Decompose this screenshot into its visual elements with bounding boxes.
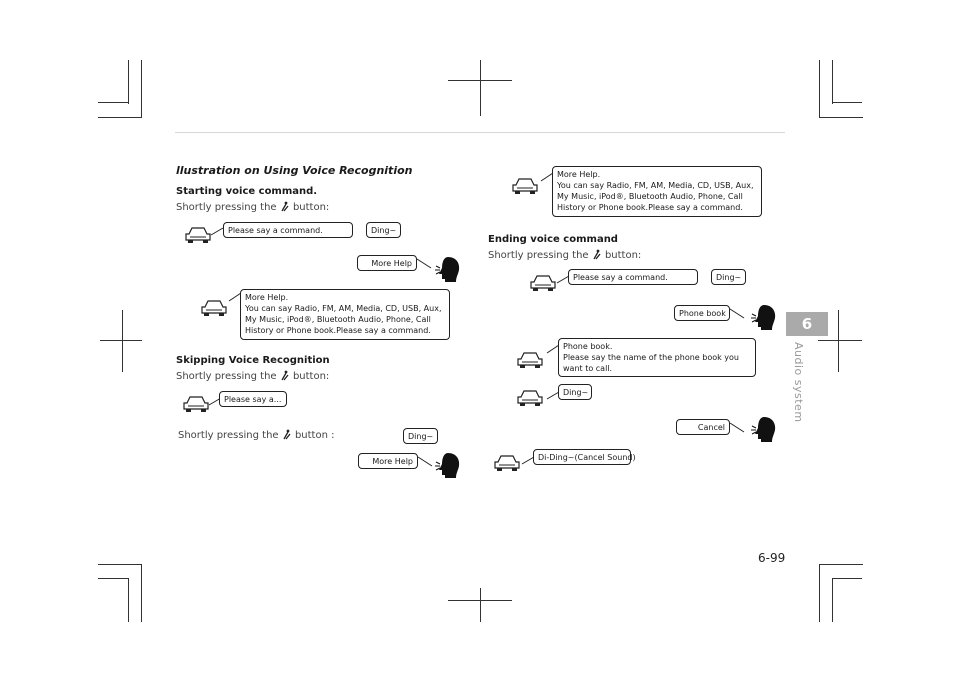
- ding-bubble: Ding~: [366, 222, 401, 238]
- voice-button-icon: [280, 370, 290, 381]
- speaker-head-icon: [750, 414, 778, 444]
- cancel-sound-bubble: Di-Ding~(Cancel Sound): [533, 449, 631, 465]
- chapter-label: Audio system: [792, 342, 805, 423]
- car-icon: [516, 350, 544, 370]
- help-response-bubble: More Help. You can say Radio, FM, AM, Media, CD, USB, Aux, My Music, iPod®, Bluetooth Audio, Phone, Call History or Phone book.Please say a command.: [240, 289, 450, 340]
- car-icon: [529, 273, 557, 293]
- prompt-bubble: Please say a command.: [568, 269, 698, 285]
- speaker-head-icon: [434, 254, 462, 284]
- speech-tail: [729, 308, 745, 320]
- chapter-tab: 6: [786, 312, 828, 336]
- car-icon: [493, 453, 521, 473]
- speaker-head-icon: [750, 302, 778, 332]
- ding-bubble: Ding~: [711, 269, 746, 285]
- voice-button-icon: [280, 201, 290, 212]
- section-heading-starting: Starting voice command.: [176, 186, 318, 197]
- car-icon: [511, 176, 539, 196]
- user-more-help-bubble: More Help: [358, 453, 418, 469]
- speech-tail: [729, 422, 745, 434]
- section-heading-skipping: Skipping Voice Recognition: [176, 355, 330, 366]
- prompt-bubble: Please say a...: [219, 391, 287, 407]
- user-phone-book-bubble: Phone book: [674, 305, 730, 321]
- section-heading-ending: Ending voice command: [488, 234, 618, 245]
- ding-bubble: Ding~: [403, 428, 438, 444]
- car-icon: [182, 394, 210, 414]
- header-rule: [175, 132, 785, 133]
- user-more-help-bubble: More Help: [357, 255, 417, 271]
- user-cancel-bubble: Cancel: [676, 419, 730, 435]
- page-title: llustration on Using Voice Recognition: [176, 164, 413, 177]
- car-icon: [516, 388, 544, 408]
- speech-tail: [416, 258, 432, 270]
- car-icon: [184, 225, 212, 245]
- voice-button-icon: [592, 249, 602, 260]
- car-icon: [200, 298, 228, 318]
- help-response-bubble: More Help. You can say Radio, FM, AM, Media, CD, USB, Aux, My Music, iPod®, Bluetooth Audio, Phone, Call History or Phone book.Please say a command.: [552, 166, 762, 217]
- instruction-ending: Shortly pressing the button:: [488, 250, 642, 261]
- instruction2-skipping: Shortly pressing the button :: [178, 430, 335, 441]
- speaker-head-icon: [434, 450, 462, 480]
- speech-tail: [210, 222, 224, 236]
- speech-tail: [417, 456, 433, 468]
- prompt-bubble: Please say a command.: [223, 222, 353, 238]
- page-number: 6-99: [758, 551, 786, 565]
- ding-bubble: Ding~: [558, 384, 592, 400]
- voice-button-icon: [282, 429, 292, 440]
- instruction-starting: Shortly pressing the button:: [176, 202, 330, 213]
- phone-book-response-bubble: Phone book. Please say the name of the phone book you want to call.: [558, 338, 756, 377]
- instruction-skipping: Shortly pressing the button:: [176, 371, 330, 382]
